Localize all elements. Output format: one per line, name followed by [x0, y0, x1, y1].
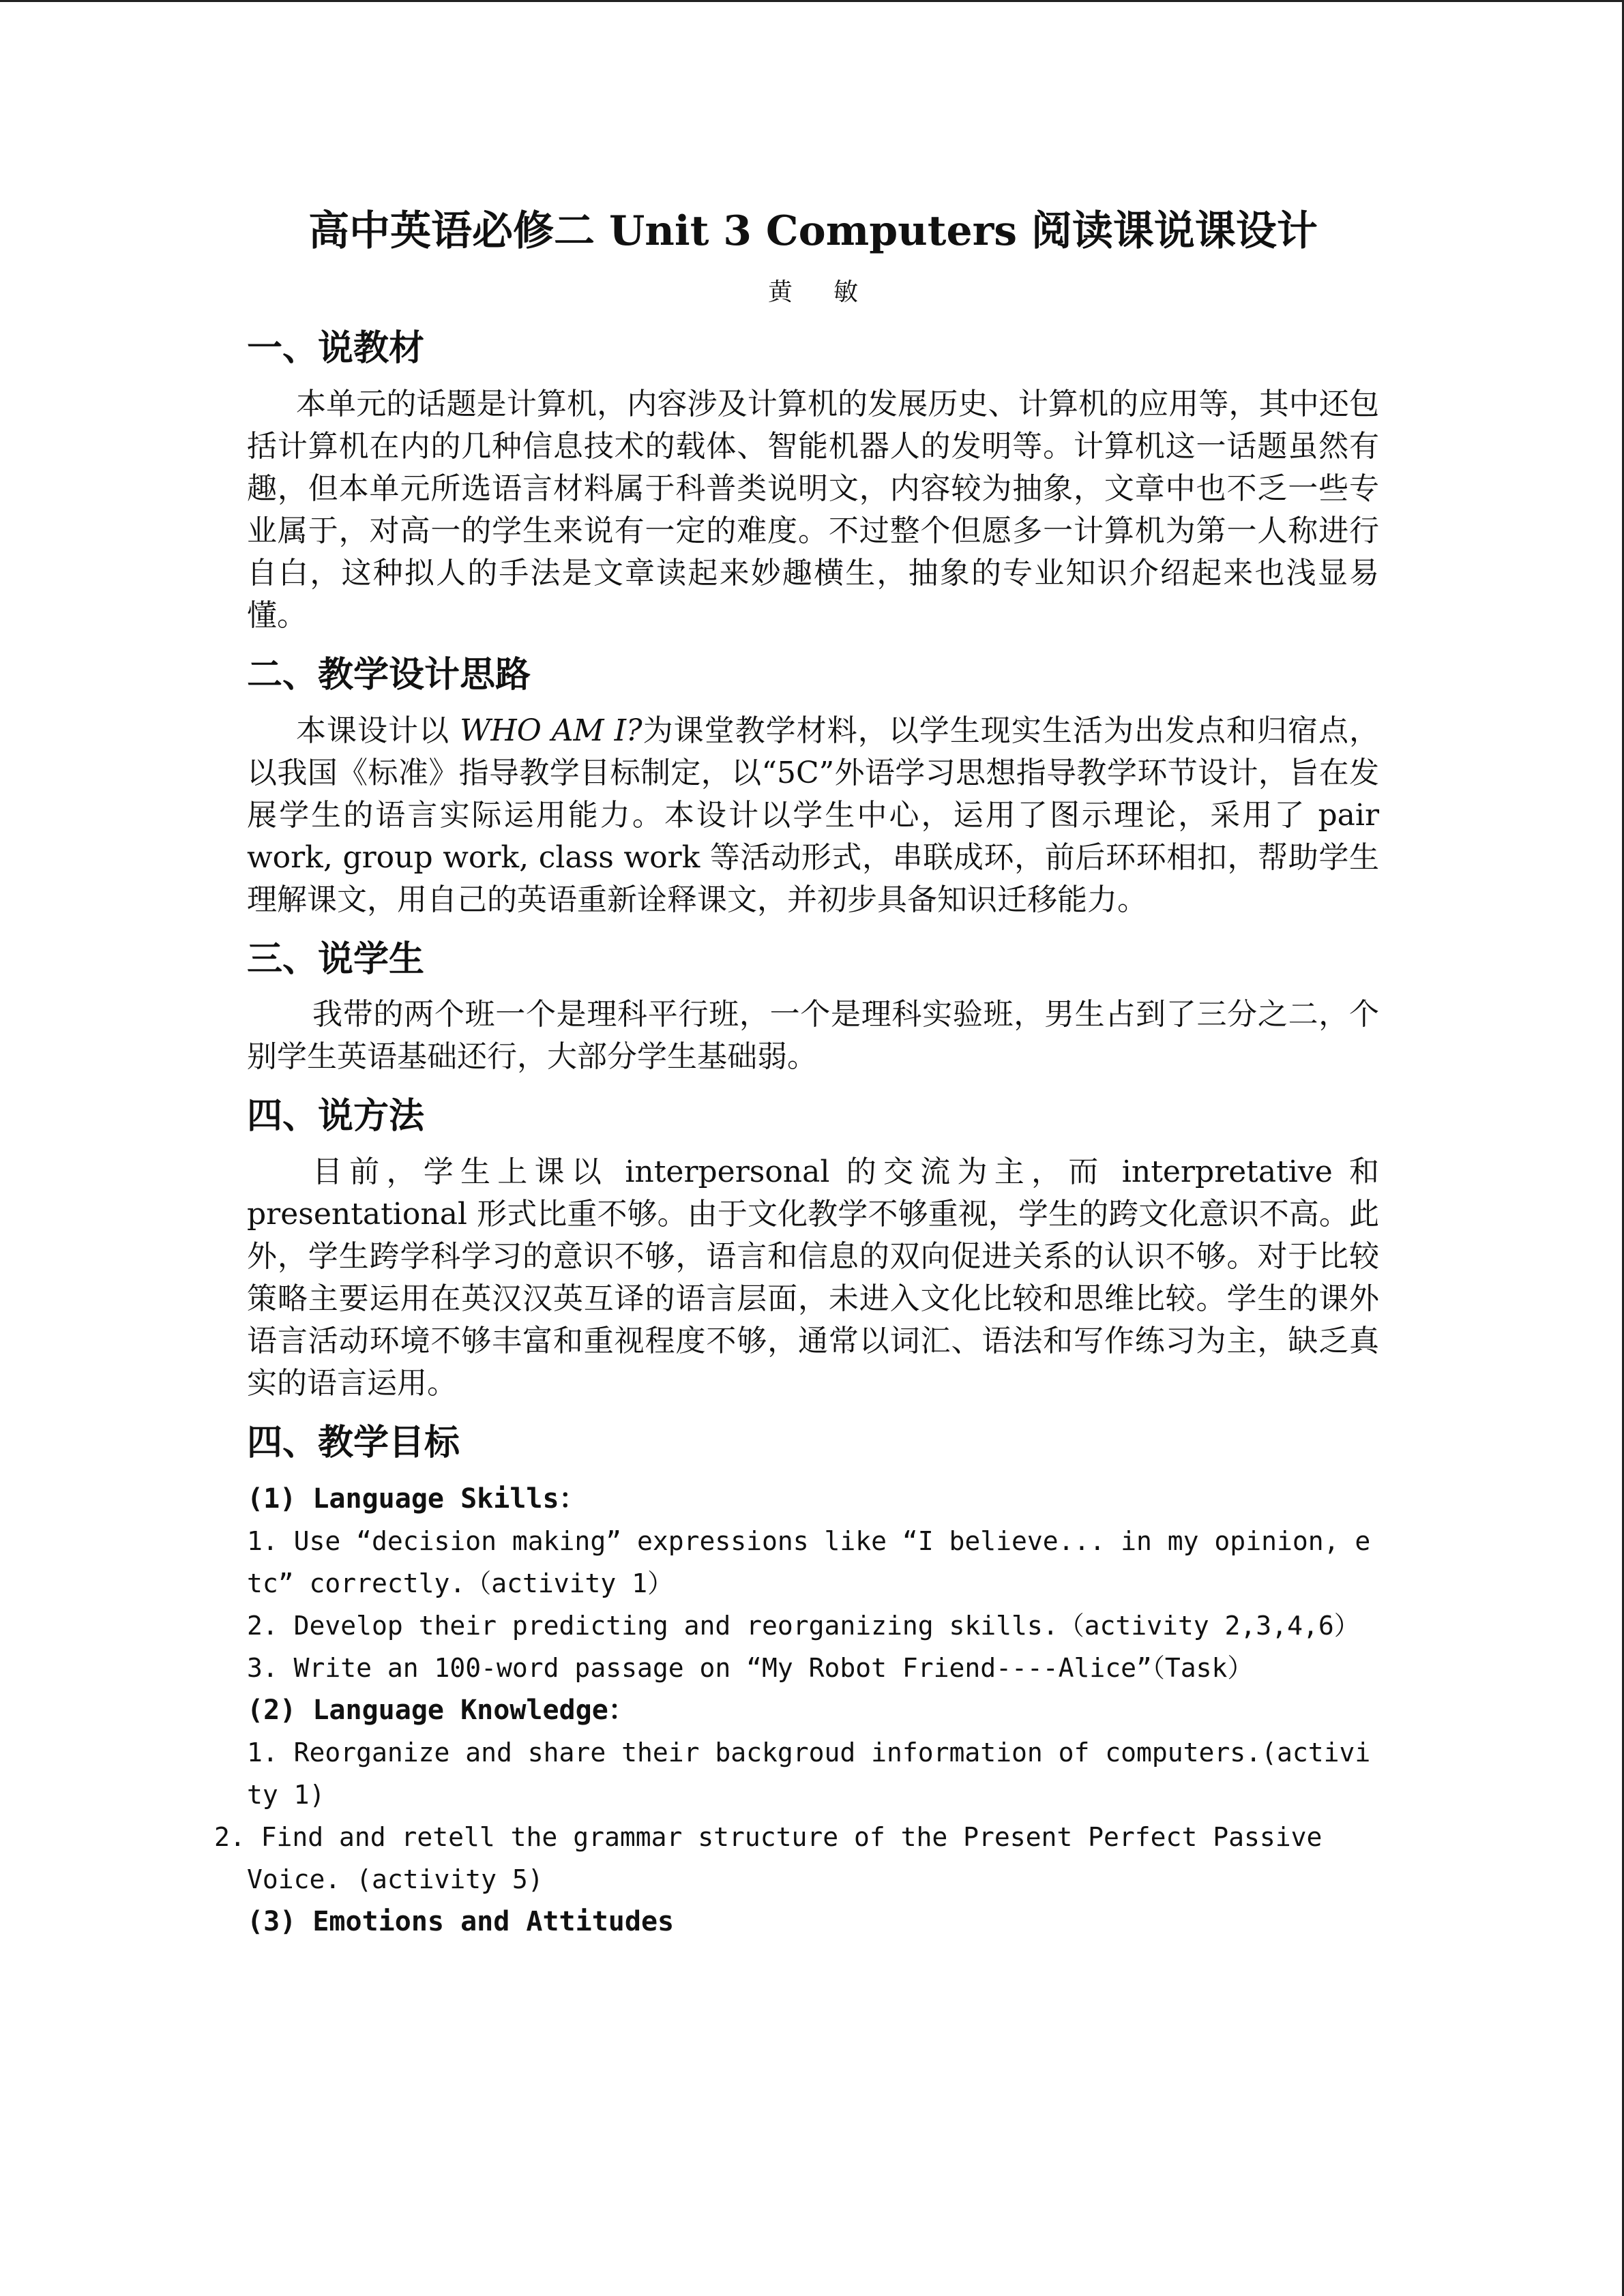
section-body-textbook: 本单元的话题是计算机，内容涉及计算机的发展历史、计算机的应用等，其中还包括计算机在内的几种信息技术的载体、智能机器人的发明等。计算机这一话题虽然有趣，但本单元所选语言材料属于科普类说明文，内容较为抽象，文章中也不乏一些专业属于，对高一的学生来说有一定的难度。不过整个但愿多一计算机为第一人称进行自白，这种拟人的手法是文章读起来妙趣横生，抽象的专业知识介绍起来也浅显易懂。 — [247, 386, 1379, 633]
language-skills-item-1: 1. Use “decision making” expressions like “I believe... in my opinion, etc” correctly.（activity 1） — [247, 1525, 1371, 1598]
section-body-design — [247, 710, 1379, 921]
section-heading-methods: 四、说方法 — [247, 1096, 425, 1137]
design-body-post: 为课堂教学材料，以学生现实生活为出发点和归宿点，以我国《标准》指导教学目标制定，以“5C”外语学习思想指导教学环节设计，旨在发展学生的语言实际运用能力。本设计以学生中心，运用了图示理论，采用了 pair work, group work, class work 等活动形式，串联成环，前后环环相扣，帮助学生理解课文，用自己的英语重新诠释课文，并初步具备知识迁移能力。 — [247, 713, 1379, 917]
language-skills-label: (1) Language Skills： — [247, 1482, 587, 1515]
document-title: 高中英语必修二 Unit 3 Computers 阅读课说课设计 — [308, 207, 1318, 255]
design-body-pre: 本课设计以 — [296, 713, 460, 748]
section-body-methods: 目前，学生上课以 interpersonal 的交流为主，而 interpretative 和 presentational 形式比重不够。由于文化教学不够重视，学生的跨文化意识不高。此外，学生跨学科学习的意识不够，语言和信息的双向促进关系的认识不够。对于比较策略主要运用在英汉汉英互译的语言层面，未进入文化比较和思维比较。学生的课外语言活动环境不够丰富和重视程度不够，通常以词汇、语法和写作练习为主，缺乏真实的语言运用。 — [247, 1154, 1379, 1401]
section-heading-design: 二、教学设计思路 — [247, 654, 531, 696]
language-knowledge-item-2-head: 2. Find and retell the grammar structure of the Present Perfect Passive — [214, 1821, 1323, 1852]
language-knowledge-label: (2) Language Knowledge： — [247, 1694, 636, 1726]
language-skills-item-3: 3. Write an 100-word passage on “My Robot Friend----Alice”（Task） — [247, 1652, 1254, 1683]
language-skills-item-2: 2. Develop their predicting and reorganizing skills.（activity 2,3,4,6） — [247, 1610, 1360, 1641]
section-heading-textbook: 一、说教材 — [247, 328, 425, 369]
section-heading-objectives: 四、教学目标 — [247, 1422, 460, 1464]
section-body-students: 我带的两个班一个是理科平行班，一个是理科实验班，男生占到了三分之二，个别学生英语基础还行，大部分学生基础弱。 — [247, 997, 1379, 1075]
emotions-label: (3) Emotions and Attitudes — [247, 1905, 675, 1937]
language-knowledge-item-2 — [214, 1816, 1379, 1900]
language-knowledge-item-2-tail: Voice. (activity 5) — [247, 1864, 544, 1894]
document-body — [214, 205, 1379, 1943]
section-heading-students: 三、说学生 — [247, 938, 425, 980]
language-knowledge-item-1: 1. Reorganize and share their backgroud information of computers.(activity 1) — [247, 1737, 1371, 1810]
author-name: 黄敏 — [767, 278, 899, 306]
design-body-material: WHO AM I? — [460, 713, 643, 748]
